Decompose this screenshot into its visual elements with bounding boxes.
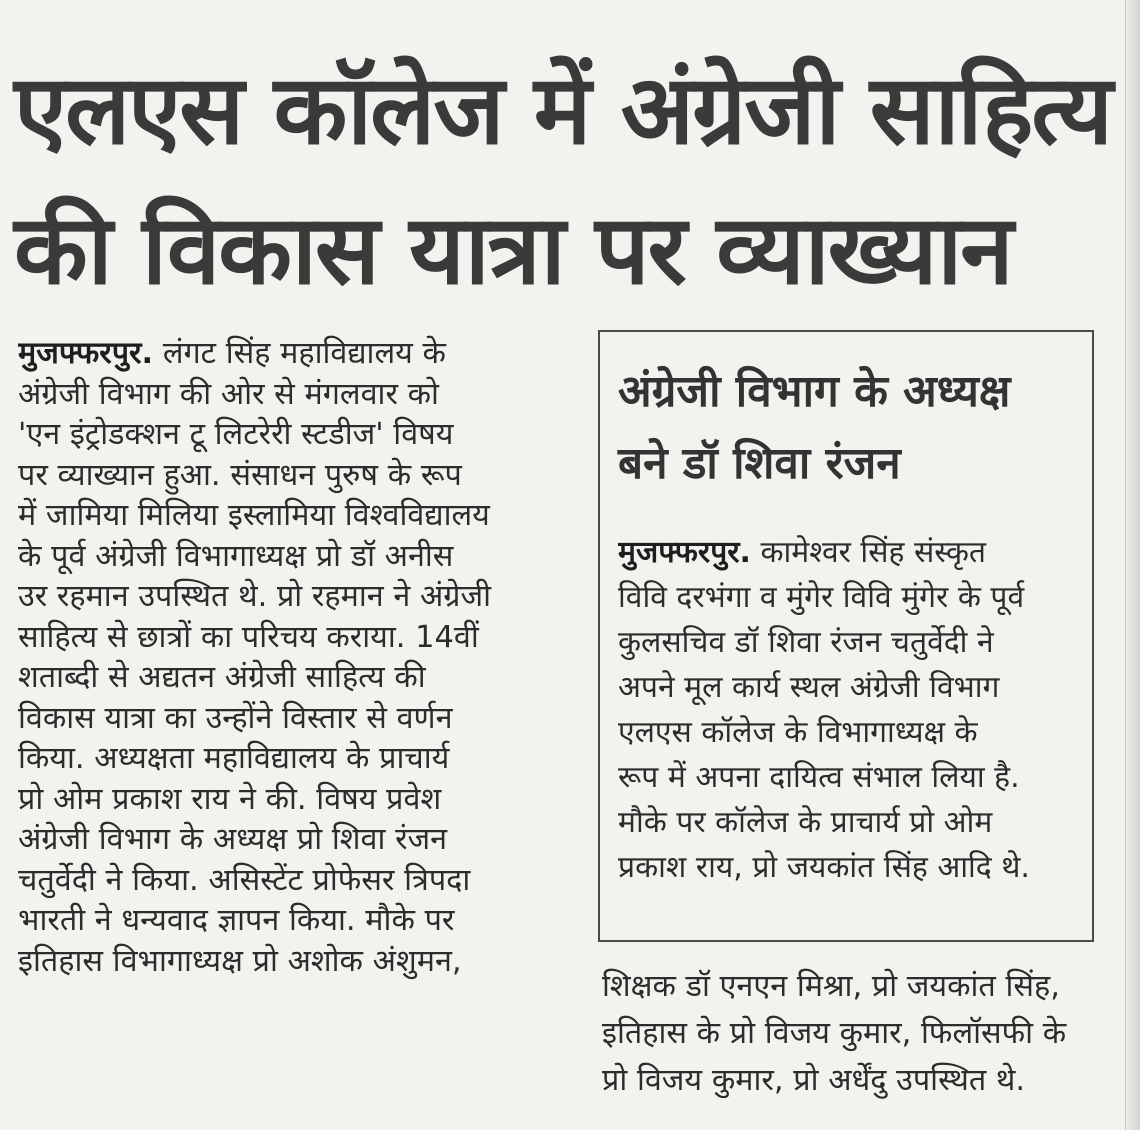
article-line: पर व्याख्यान हुआ. संसाधन पुरुष के रूप (18, 457, 462, 493)
boxed-line: प्रकाश राय, प्रो जयकांत सिंह आदि थे. (618, 850, 1030, 885)
article-line: किया. अध्यक्षता महाविद्यालय के प्राचार्य (18, 741, 450, 776)
boxed-article-body (618, 530, 1084, 890)
continuation-line: प्रो विजय कुमार, प्रो अर्धेंदु उपस्थित थे. (602, 1063, 1026, 1098)
article-line: विकास यात्रा का उन्होंने विस्तार से वर्णन (18, 700, 453, 736)
boxed-line: एलएस कॉलेज के विभागाध्यक्ष के (618, 715, 978, 750)
main-article-body (18, 334, 566, 982)
article-line: अंग्रेजी विभाग के अध्यक्ष प्रो शिवा रंजन (18, 822, 448, 857)
article-line: इतिहास विभागाध्यक्ष प्रो अशोक अंशुमन, (18, 943, 462, 979)
article-line: में जामिया मिलिया इस्लामिया विश्वविद्यालय (18, 498, 490, 533)
article-line: अंग्रेजी विभाग की ओर से मंगलवार को (18, 376, 439, 412)
dateline: मुजफ्फरपुर. (18, 336, 154, 371)
continuation-line: इतिहास के प्रो विजय कुमार, फिलॉसफी के (602, 1016, 1067, 1051)
boxed-article-title (618, 356, 1088, 500)
boxed-line: रूप में अपना दायित्व संभाल लिया है. (618, 760, 1020, 795)
paper-edge (1125, 0, 1140, 1130)
article-line: प्रो ओम प्रकाश राय ने की. विषय प्रवेश (18, 781, 442, 817)
article-line: साहित्य से छात्रों का परिचय कराया. 14वीं (18, 619, 479, 655)
article-line: शताब्दी से अद्यतन अंग्रेजी साहित्य की (18, 660, 426, 695)
boxed-dateline: मुजफ्फरपुर. (618, 535, 751, 570)
main-article-continuation (602, 963, 1102, 1104)
continuation-line: शिक्षक डॉ एनएन मिश्रा, प्रो जयकांत सिंह, (602, 969, 1060, 1004)
article-line: चतुर्वेदी ने किया. असिस्टेंट प्रोफेसर त्रिपदा (18, 862, 471, 898)
boxed-line: कुलसचिव डॉ शिवा रंजन चतुर्वेदी ने (618, 625, 994, 660)
boxed-line-text: कामेश्वर सिंह संस्कृत (750, 535, 987, 570)
article-line: के पूर्व अंग्रेजी विभागाध्यक्ष प्रो डॉ अनीस (18, 538, 454, 574)
boxed-title-line-1: अंग्रेजी विभाग के अध्यक्ष (618, 366, 1011, 417)
article-line: उर रहमान उपस्थित थे. प्रो रहमान ने अंग्रेजी (18, 579, 491, 614)
boxed-line (618, 530, 1084, 575)
headline-line-2: की विकास यात्रा पर व्याख्यान (14, 194, 1012, 306)
boxed-article (598, 330, 1094, 942)
boxed-line: विवि दरभंगा व मुंगेर विवि मुंगेर के पूर्व (618, 580, 1025, 615)
article-line-text: लंगट सिंह महाविद्यालय के (153, 336, 446, 371)
boxed-line: अपने मूल कार्य स्थल अंग्रेजी विभाग (618, 670, 1000, 705)
article-line: भारती ने धन्यवाद ज्ञापन किया. मौके पर (18, 903, 455, 938)
boxed-line: मौके पर कॉलेज के प्राचार्य प्रो ओम (618, 805, 993, 840)
headline (14, 40, 1111, 320)
article-line (18, 334, 566, 375)
article-line: 'एन इंट्रोडक्शन टू लिटरेरी स्टडीज' विषय (18, 417, 454, 452)
boxed-title-line-2: बने डॉ शिवा रंजन (618, 438, 901, 489)
headline-line-1: एलएस कॉलेज में अंग्रेजी साहित्य (14, 54, 1111, 166)
